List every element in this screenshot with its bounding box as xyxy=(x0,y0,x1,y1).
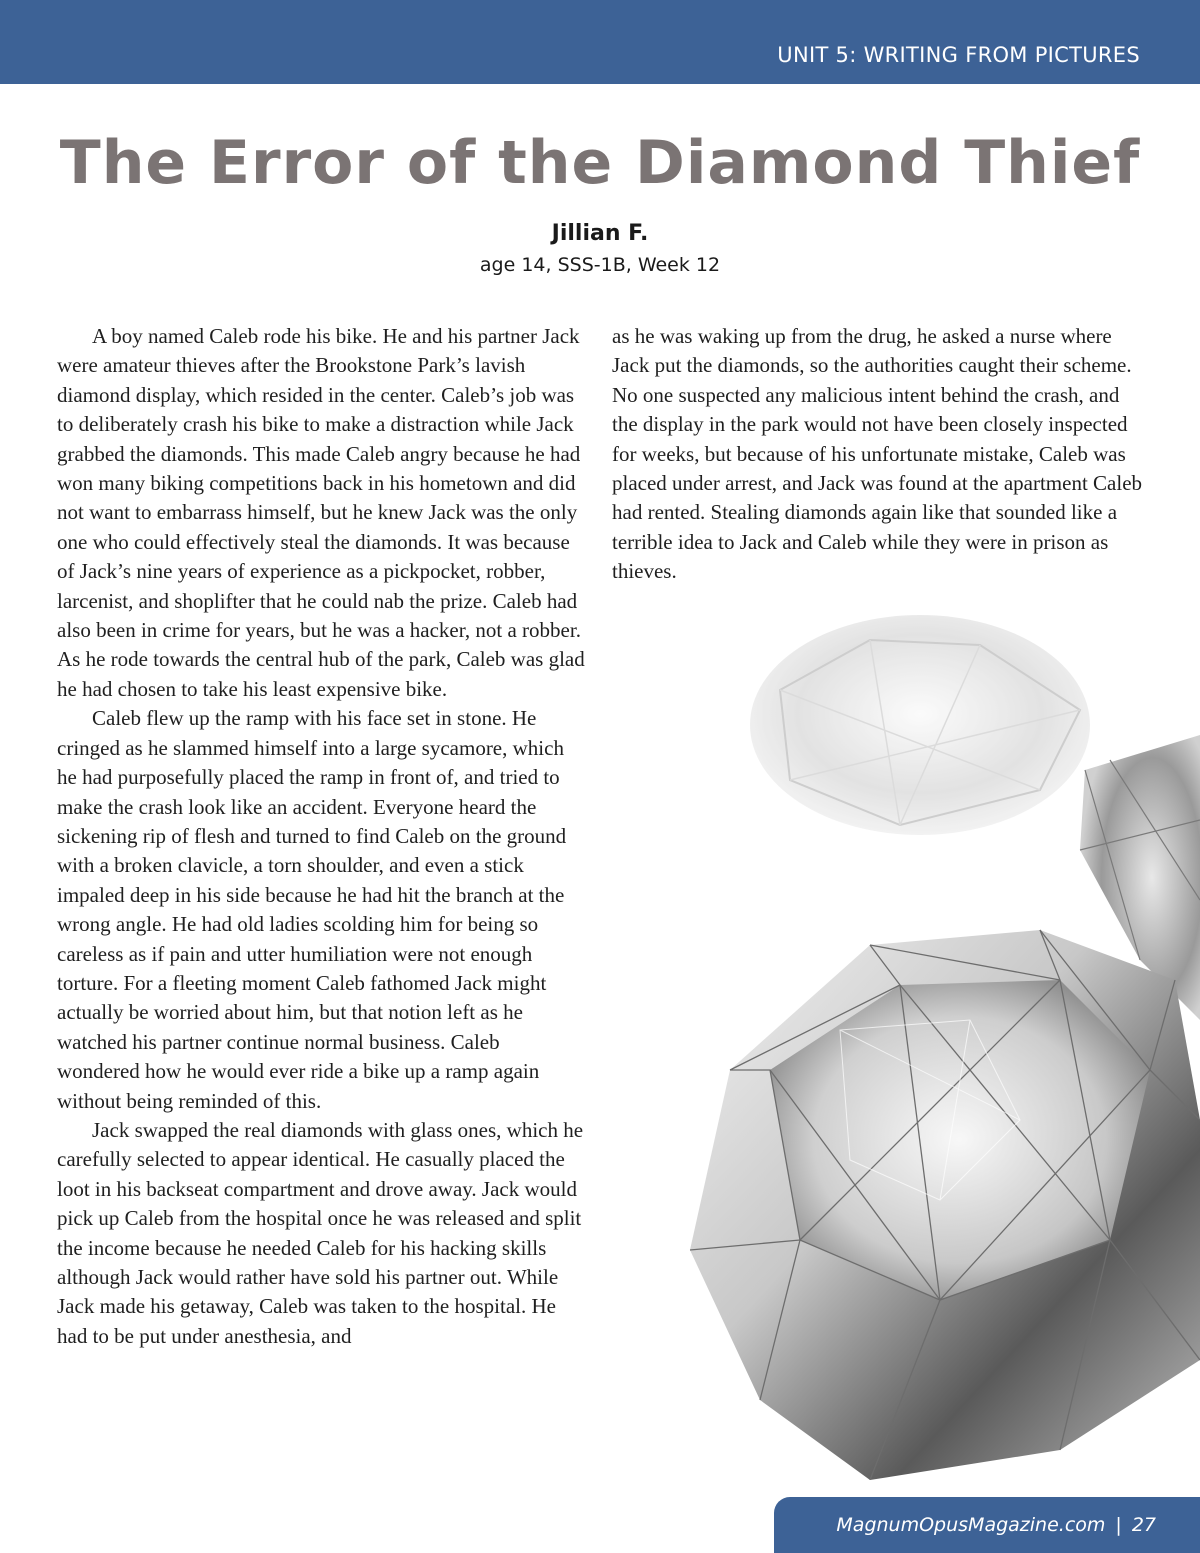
article-column-left xyxy=(57,322,587,1351)
article-paragraph: Caleb flew up the ramp with his face set in stone. He cringed as he slammed himself into a large sycamore, which he had purposefully placed the ramp in front of, and tried to make the crash look like an accident. Everyone heard the sickening rip of flesh and turned to find Caleb on the ground with a broken clavicle, a torn shoulder, and even a stick impaled deep in his side because he had hit the branch at the wrong angle. He had old ladies scolding him for being so careless as if pain and utter humiliation were not enough torture. For a fleeting moment Caleb fathomed Jack might actually be worried about him, but that notion left as he watched his partner continue normal business. Caleb wondered how he would ever ride a bike up a ramp again without being reminded of this. xyxy=(57,706,567,1113)
unit-label: UNIT 5: WRITING FROM PICTURES xyxy=(777,43,1140,67)
header-bar xyxy=(0,0,1200,84)
article-paragraph: Jack swapped the real diamonds with glass ones, which he carefully selected to appear identical. He casually placed the loot in his backseat compartment and drove away. Jack would pick up Caleb from the hospital once he was released and split the income because he needed Caleb for his hacking skills although Jack would rather have sold his partner out. While Jack made his getaway, Caleb was taken to the hospital. He had to be put under anesthesia, and xyxy=(57,1117,584,1348)
article-paragraph: as he was waking up from the drug, he asked a nurse where Jack put the diamonds, so the authorities caught their scheme. No one suspected any malicious intent behind the crash, and the display in the park would not have been closely inspected for weeks, but because of his unfortunate mistake, Caleb was placed under arrest, and Jack was found at the apartment Caleb had rented. Stealing diamonds again like that sounded like a terrible idea to Jack and Caleb while they were in prison as thieves. xyxy=(612,324,1143,584)
article-paragraph: A boy named Caleb rode his bike. He and his partner Jack were amateur thieves after the Brookstone Park’s lavish diamond display, which resided in the center. Caleb’s job was to deliberately crash his bike to make a distraction while Jack grabbed the diamonds. This made Caleb angry because he had won many biking competitions back in his hometown and did not want to embarrass himself, but he knew Jack was the only one who could effectively steal the diamonds. It was because of Jack’s nine years of experience as a pickpocket, robber, larcenist, and shoplifter that he could nab the prize. Caleb had also been in crime for years, but he was a hacker, not a robber. As he rode towards the central hub of the park, Caleb was glad he had chosen to take his least expensive bike. xyxy=(57,324,585,701)
author-name: Jillian F. xyxy=(551,221,649,246)
main-diamond xyxy=(690,930,1200,1480)
article-column-right xyxy=(612,322,1147,587)
footer-separator: | xyxy=(1115,1514,1122,1536)
diamond-illustration xyxy=(640,600,1200,1480)
author-byline: age 14, SSS-1B, Week 12 xyxy=(479,254,721,276)
footer-site-link[interactable]: MagnumOpusMagazine.com xyxy=(836,1514,1106,1536)
back-diamond xyxy=(750,615,1090,835)
article-title: The Error of the Diamond Thief xyxy=(59,128,1141,198)
footer-text xyxy=(836,1514,1156,1536)
page-number: 27 xyxy=(1131,1514,1156,1536)
